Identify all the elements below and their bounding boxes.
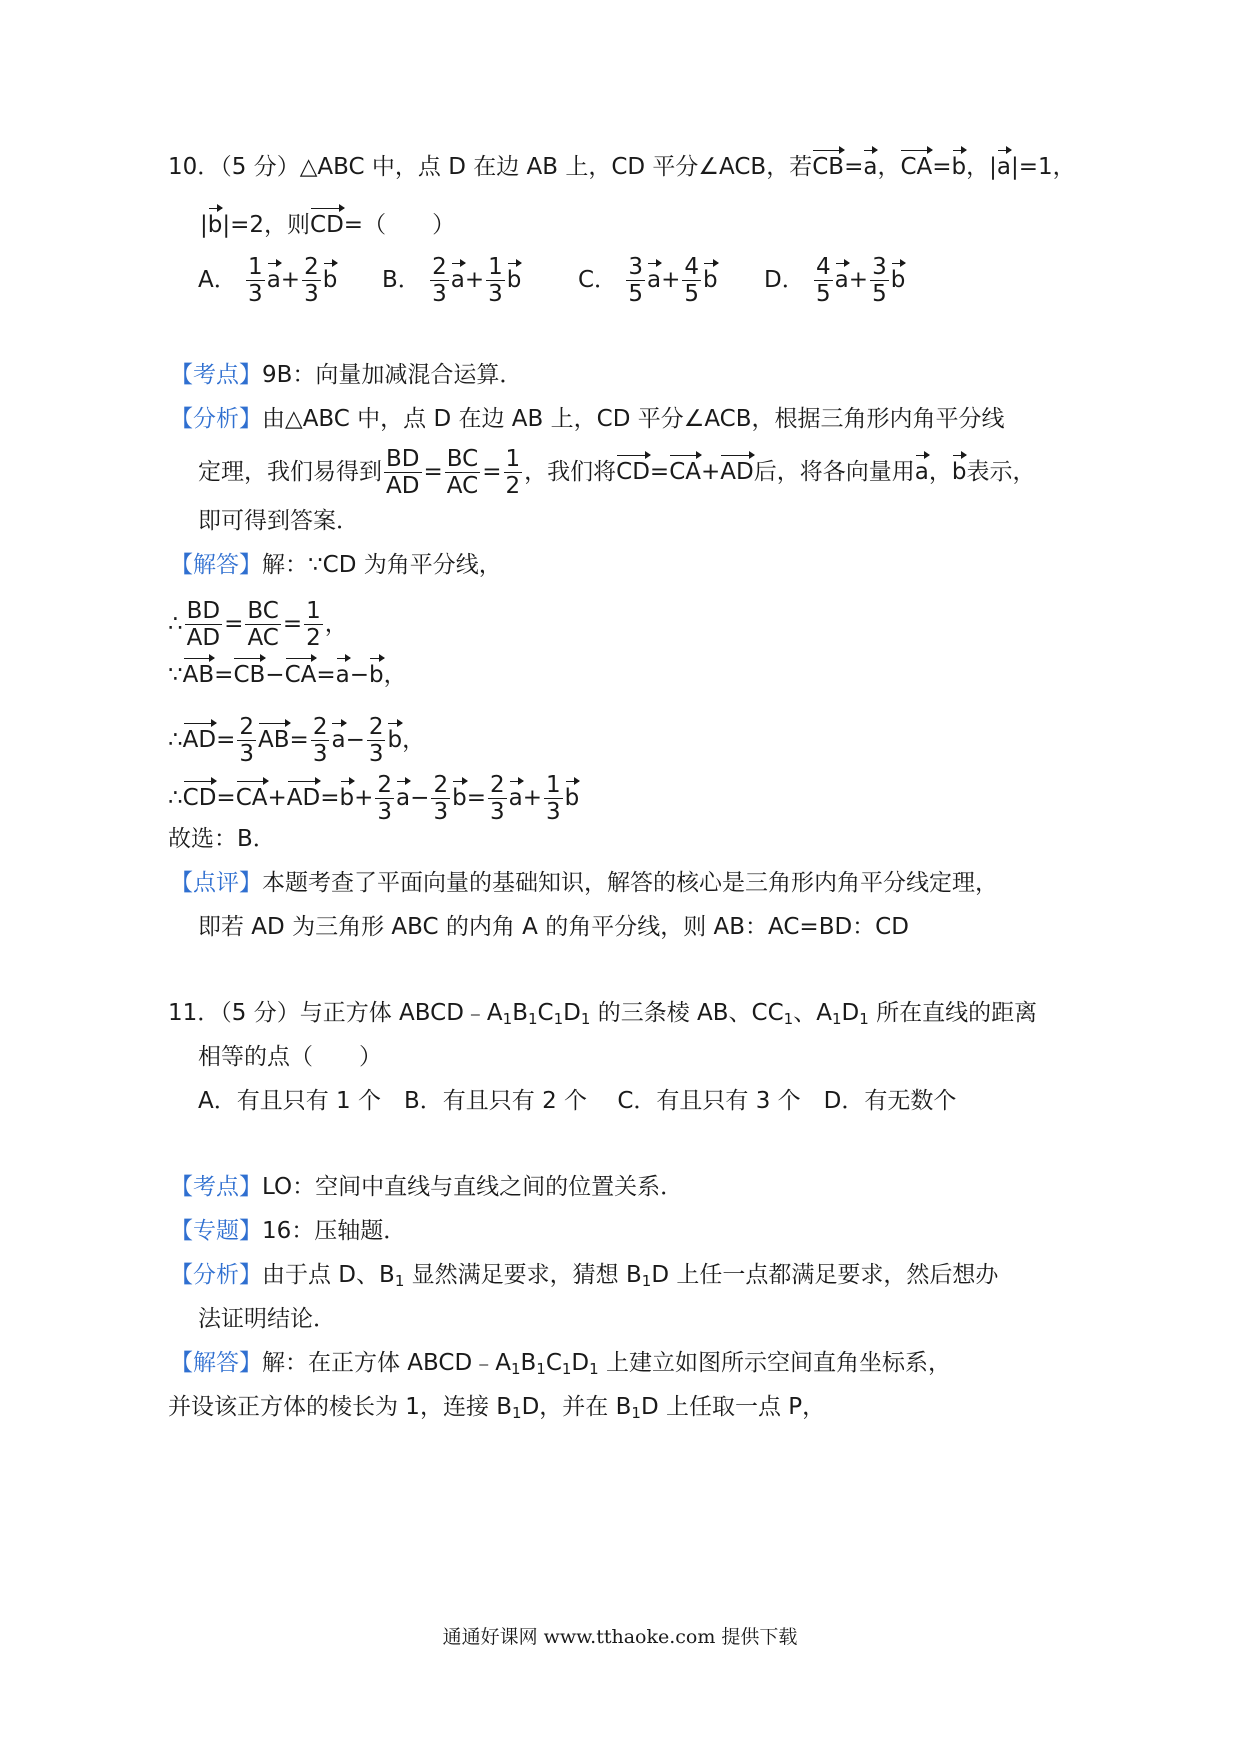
q10-answer: 故选：B． xyxy=(168,826,276,852)
q11-stem-line2: 相等的点（ ） xyxy=(198,1044,382,1070)
q10-kaodian: 【考点】9B：向量加减混合运算． xyxy=(170,362,523,388)
q11-zhuanti: 【专题】16：压轴题． xyxy=(170,1218,407,1244)
q10-stem-line2: |b|=2，则CD=（ ） xyxy=(200,212,456,238)
q11-stem-line1: 11．（5 分）与正方体 $ABCD﹣A_1B_1C_1D_1$ 的三条棱 AB、$CC_1$、$A_1D_1$ 所在直线的距离 xyxy=(168,1000,1038,1028)
q11-fenxi-line1: 【分析】由于点 D、$B_1$ 显然满足要求，猜想 $B_1D$ 上任一点都满足要求，然后想办 xyxy=(170,1262,999,1290)
q10-step-3: ∴AD= $\frac{2}{3}$ AB= $\frac{2}{3}$ a− $\frac{2}{3}$ b， xyxy=(168,714,426,767)
q11-kaodian: 【考点】LO：空间中直线与直线之间的位置关系． xyxy=(170,1174,684,1200)
q10-fenxi-line1: 【分析】由△ABC 中，点 D 在边 AB 上，CD 平分∠ACB，根据三角形内角平分线 xyxy=(170,406,1005,432)
q10-fenxi-line2: 定理，我们易得到 $\frac{BD}{AD}$ = $\frac{BC}{AC}$ = $\frac{1}{2}$ ，我们将CD=CA+AD后，将各向量用a，b表示， xyxy=(198,446,1036,499)
q10-stem-line1: 10．（5 分）△ABC 中，点 D 在边 AB 上，CD 平分∠ACB，若CB=a，CA=b，|a|=1， xyxy=(168,154,1076,180)
q10-option-c[interactable]: C． $\frac{3}{5}$ a+ $\frac{4}{5}$ b xyxy=(578,254,718,307)
q10-dianping-line2: 即若 AD 为三角形 ABC 的内角 A 的角平分线，则 AB：AC=BD：CD xyxy=(198,914,909,940)
q11-jieda-line2: 并设该正方体的棱长为 1，连接 $B_1D$，并在 $B_1D$ 上任取一点 P， xyxy=(168,1394,826,1422)
q11-jieda-line1: 【解答】解：在正方体 $ABCD﹣A_1B_1C_1D_1$ 上建立如图所示空间直角坐标系， xyxy=(170,1350,951,1378)
q10-option-a[interactable]: A． $\frac{1}{3}$ a+ $\frac{2}{3}$ b xyxy=(198,254,338,307)
q10-fenxi-line3: 即可得到答案． xyxy=(198,508,359,534)
q10-option-d[interactable]: D． $\frac{4}{5}$ a+ $\frac{3}{5}$ b xyxy=(764,254,906,307)
q10-dianping-line1: 【点评】本题考查了平面向量的基础知识，解答的核心是三角形内角平分线定理， xyxy=(170,870,998,896)
q11-options[interactable]: A．有且只有 1 个 B．有且只有 2 个 C．有且只有 3 个 D．有无数个 xyxy=(198,1088,957,1114)
q11-fenxi-line2: 法证明结论． xyxy=(198,1306,336,1332)
q10-jieda: 【解答】解：∵CD 为角平分线， xyxy=(170,552,502,578)
q10-step-2: ∵AB=CB−CA=a−b， xyxy=(168,662,407,688)
q10-step-1: ∴ $\frac{BD}{AD}$ = $\frac{BC}{AC}$ = $\frac{1}{2}$ ， xyxy=(168,598,348,651)
q10-option-b[interactable]: B． $\frac{2}{3}$ a+ $\frac{1}{3}$ b xyxy=(382,254,522,307)
page-footer: 通通好课网 www.tthaoke.com 提供下载 xyxy=(442,1626,798,1648)
q10-step-4: ∴CD=CA+AD=b+ $\frac{2}{3}$ a− $\frac{2}{3}$ b= $\frac{2}{3}$ a+ $\frac{1}{3}$ b xyxy=(168,772,580,825)
